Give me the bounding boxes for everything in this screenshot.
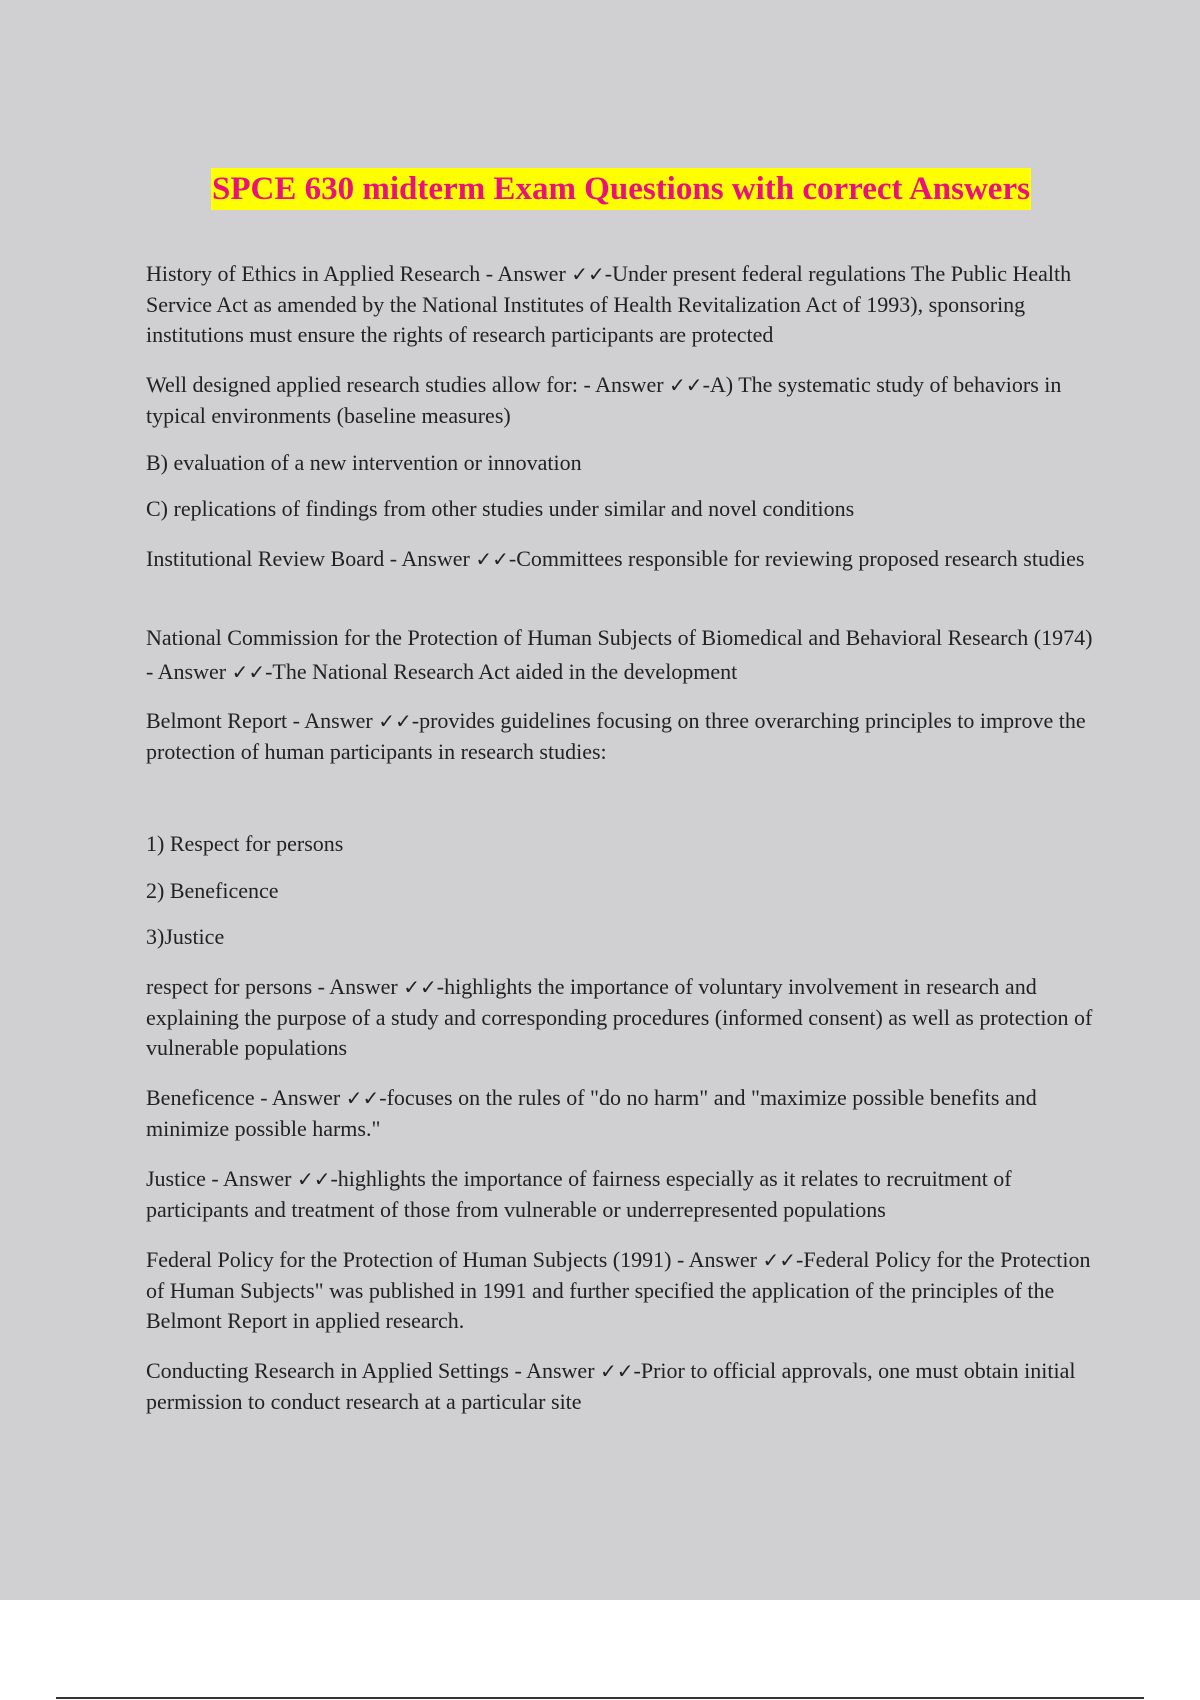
list-item: C) replications of findings from other studies under similar and novel conditions bbox=[146, 496, 855, 521]
entry-term: Belmont Report bbox=[146, 708, 288, 733]
document-title: SPCE 630 midterm Exam Questions with correct Answers bbox=[211, 168, 1031, 210]
entry-answer: focuses on the rules of "do no harm" and "maximize possible benefits and minimize possible harms." bbox=[146, 1085, 1037, 1141]
qa-entry: Institutional Review Board - Answer ✓✓-Committees responsible for reviewing proposed research studies bbox=[146, 546, 1085, 571]
answer-label: Answer bbox=[401, 546, 470, 571]
double-check-icon: ✓✓ bbox=[669, 373, 703, 397]
qa-entry: Federal Policy for the Protection of Human Subjects (1991) - Answer ✓✓-Federal Policy for the Protection of Human Subjects" was published in 1991 and further specified the application of the principles of the Belmont Report in applied research. bbox=[146, 1247, 1091, 1333]
list-item: B) evaluation of a new intervention or innovation bbox=[146, 450, 582, 475]
double-check-icon: ✓✓ bbox=[296, 1167, 331, 1191]
title-container bbox=[146, 168, 1096, 210]
answer-label: Answer bbox=[688, 1247, 758, 1272]
qa-entry: Well designed applied research studies allow for: - Answer ✓✓-A) The systematic study of behaviors in typical environments (baseline measures) bbox=[146, 372, 1062, 428]
answer-label: Answer bbox=[223, 1166, 292, 1191]
entry-answer: Federal Policy for the Protection of Human Subjects" was published in 1991 and further specified the application of the principles of the Belmont Report in applied research. bbox=[146, 1247, 1091, 1333]
entry-answer: A) The systematic study of behaviors in typical environments (baseline measures) bbox=[146, 372, 1062, 428]
entry-answer: Committees responsible for reviewing proposed research studies bbox=[516, 546, 1085, 571]
entry-answer: Under present federal regulations The Public Health Service Act as amended by the National Institutes of Health Revitalization Act of 1993), sponsoring institutions must ensure the rights of research participants are protected bbox=[146, 261, 1072, 347]
entry-answer: highlights the importance of voluntary involvement in research and explaining the purpose of a study and corresponding procedures (informed consent) as well as protection of vulnerable populations bbox=[146, 974, 1093, 1060]
qa-entry: National Commission for the Protection of Human Subjects of Biomedical and Behavioral Research (1974) - Answer ✓✓-The National Research Act aided in the development bbox=[146, 625, 1093, 684]
entry-term: History of Ethics in Applied Research bbox=[146, 261, 481, 286]
qa-entry: Beneficence - Answer ✓✓-focuses on the rules of "do no harm" and "maximize possible benefits and minimize possible harms." bbox=[146, 1085, 1037, 1141]
double-check-icon: ✓✓ bbox=[403, 975, 437, 999]
answer-label: Answer bbox=[526, 1358, 595, 1383]
entry-answer: provides guidelines focusing on three overarching principles to improve the protection of human participants in research studies: bbox=[146, 708, 1086, 764]
entry-term: Institutional Review Board bbox=[146, 546, 385, 571]
list-item: 1) Respect for persons bbox=[146, 831, 344, 856]
entry-term: National Commission for the Protection of Human Subjects of Biomedical and Behavioral Research (1974) bbox=[146, 625, 1093, 650]
entry-answer: highlights the importance of fairness especially as it relates to recruitment of participants and treatment of those from vulnerable or underrepresented populations bbox=[146, 1166, 1012, 1222]
double-check-icon: ✓✓ bbox=[475, 547, 509, 571]
qa-entry: Belmont Report - Answer ✓✓-provides guidelines focusing on three overarching principles to improve the protection of human participants in research studies: bbox=[146, 708, 1086, 764]
double-check-icon: ✓✓ bbox=[600, 1359, 634, 1383]
qa-entry: Conducting Research in Applied Settings - Answer ✓✓-Prior to official approvals, one must obtain initial permission to conduct research at a particular site bbox=[146, 1358, 1076, 1414]
qa-entry: History of Ethics in Applied Research - Answer ✓✓-Under present federal regulations The Public Health Service Act as amended by the National Institutes of Health Revitalization Act of 1993), sponsoring institutions must ensure the rights of research participants are protected bbox=[146, 261, 1072, 347]
double-check-icon: ✓✓ bbox=[378, 709, 412, 733]
entry-term: Federal Policy for the Protection of Human Subjects (1991) bbox=[146, 1247, 672, 1272]
qa-entry: respect for persons - Answer ✓✓-highlights the importance of voluntary involvement in research and explaining the purpose of a study and corresponding procedures (informed consent) as well as protection of vulnerable populations bbox=[146, 974, 1093, 1060]
answer-label: Answer bbox=[329, 974, 398, 999]
entry-term: Beneficence bbox=[146, 1085, 255, 1110]
list-item: 3)Justice bbox=[146, 924, 225, 949]
entry-term: Conducting Research in Applied Settings bbox=[146, 1358, 509, 1383]
entry-term: Justice bbox=[146, 1166, 206, 1191]
list-item: 2) Beneficence bbox=[146, 878, 279, 903]
answer-label: Answer bbox=[271, 1085, 341, 1110]
double-check-icon: ✓✓ bbox=[231, 660, 266, 684]
entry-term: respect for persons bbox=[146, 974, 313, 999]
footer-divider bbox=[56, 1697, 1144, 1699]
answer-label: Answer bbox=[157, 659, 227, 684]
double-check-icon: ✓✓ bbox=[762, 1248, 797, 1272]
double-check-icon: ✓✓ bbox=[345, 1086, 380, 1110]
answer-label: Answer bbox=[497, 261, 566, 286]
entry-term: Well designed applied research studies allow for: bbox=[146, 372, 578, 397]
double-check-icon: ✓✓ bbox=[571, 262, 605, 286]
answer-label: Answer bbox=[304, 708, 373, 733]
qa-entry: Justice - Answer ✓✓-highlights the importance of fairness especially as it relates to recruitment of participants and treatment of those from vulnerable or underrepresented populations bbox=[146, 1166, 1012, 1222]
answer-label: Answer bbox=[595, 372, 664, 397]
entry-answer: The National Research Act aided in the development bbox=[272, 659, 738, 684]
entry-answer: Prior to official approvals, one must obtain initial permission to conduct research at a particular site bbox=[146, 1358, 1076, 1414]
